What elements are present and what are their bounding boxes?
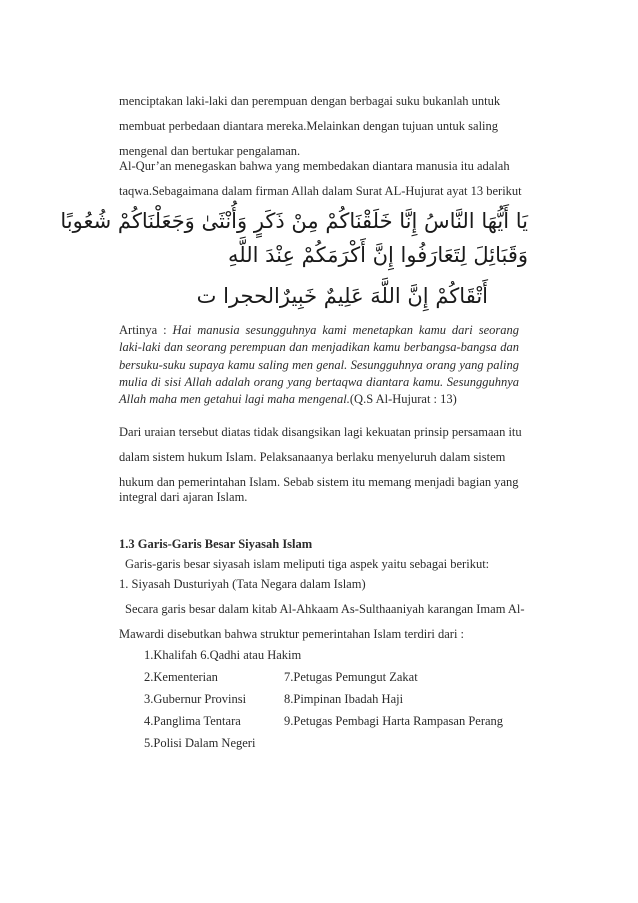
paragraph-line: Al-Qur’an menegaskan bahwa yang membedakan diantara manusia itu adalah <box>119 159 510 173</box>
structure-item: 4.Panglima Tentara <box>144 714 241 728</box>
translation-text: Hai manusia sesungguhnya kami menetapkan kamu dari seorang laki-laki dan seorang perempuan dan menjadikan kamu berbangsa-bangsa dan bersuku-suku supaya kamu saling men genal. Sesungguhnya orang yang paling mulia di sisi Allah adalah orang yang bertaqwa diantara kamu. Sesungguhnya Allah maha men getahui lagi maha mengenal. <box>119 323 519 407</box>
paragraph-line: integral dari ajaran Islam. <box>119 490 248 504</box>
translation-paragraph <box>119 322 519 408</box>
translation-prefix: Artinya : <box>119 323 173 337</box>
structure-item: 7.Petugas Pemungut Zakat <box>284 670 418 684</box>
arabic-verse-line: أَتْقَاكُمْ إِنَّ اللَّهَ عَلِيمٌ خَبِيرٌالحجرا ت <box>196 284 488 308</box>
section-heading: 1.3 Garis-Garis Besar Siyasah Islam <box>119 537 313 551</box>
structure-row: 1.Khalifah 6.Qadhi atau Hakim <box>144 648 302 662</box>
arabic-verse-line: يَا أَيُّهَا النَّاسُ إِنَّا خَلَقْنَاكُمْ مِنْ ذَكَرٍ وَأُنْثَىٰ وَجَعَلْنَاكُمْ شُعُوبًا <box>60 209 528 233</box>
structure-item: 2.Kementerian <box>144 670 218 684</box>
paragraph-line: taqwa.Sebagaimana dalam firman Allah dalam Surat AL-Hujurat ayat 13 berikut <box>119 184 522 198</box>
list-item-1: 1. Siyasah Dusturiyah (Tata Negara dalam Islam) <box>119 577 366 591</box>
structure-item: 5.Polisi Dalam Negeri <box>144 736 256 750</box>
arabic-verse-line: وَقَبَائِلَ لِتَعَارَفُوا إِنَّ أَكْرَمَكُمْ عِنْدَ اللَّهِ <box>228 243 528 267</box>
structure-item: 3.Gubernur Provinsi <box>144 692 247 706</box>
paragraph-line: mengenal dan bertukar pengalaman. <box>119 144 301 158</box>
paragraph-line: Secara garis besar dalam kitab Al-Ahkaam As-Sulthaaniyah karangan Imam Al- <box>125 602 525 616</box>
translation-reference: (Q.S Al-Hujurat : 13) <box>349 392 457 407</box>
paragraph-line: Dari uraian tersebut diatas tidak disangsikan lagi kekuatan prinsip persamaan itu <box>119 425 522 439</box>
paragraph-line: membuat perbedaan diantara mereka.Melainkan dengan tujuan untuk saling <box>119 119 499 133</box>
paragraph-line: hukum dan pemerintahan Islam. Sebab sistem itu memang menjadi bagian yang <box>119 475 519 489</box>
paragraph-line: dalam sistem hukum Islam. Pelaksanaanya berlaku menyeluruh dalam sistem <box>119 450 506 464</box>
structure-item: 8.Pimpinan Ibadah Haji <box>284 692 404 706</box>
paragraph-line: menciptakan laki-laki dan perempuan dengan berbagai suku bukanlah untuk <box>119 94 501 108</box>
paragraph-line: Mawardi disebutkan bahwa struktur pemerintahan Islam terdiri dari : <box>119 627 465 641</box>
section-intro: Garis-garis besar siyasah islam meliputi tiga aspek yaitu sebagai berikut: <box>125 557 490 571</box>
structure-item: 9.Petugas Pembagi Harta Rampasan Perang <box>284 714 504 728</box>
